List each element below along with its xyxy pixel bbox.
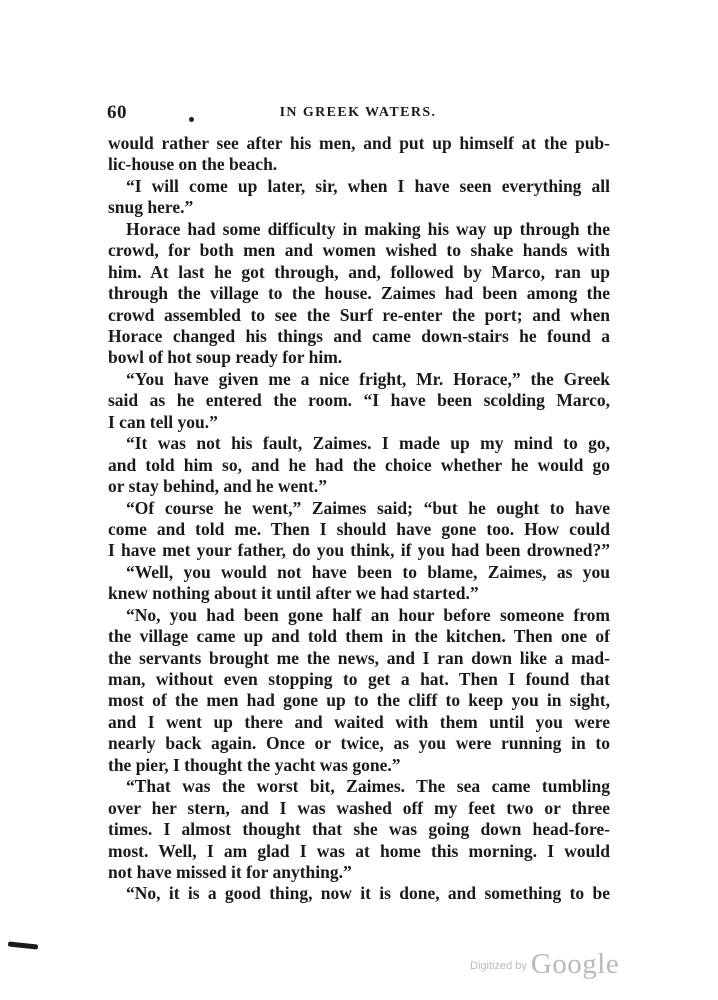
text-line: and told him so, and he had the choice whether he would go <box>108 454 610 475</box>
text-line: Horace changed his things and came down-stairs he found a <box>108 325 610 346</box>
text-line: times. I almost thought that she was going down head-fore- <box>108 819 610 840</box>
text-line: I can tell you.” <box>108 411 218 432</box>
text-line: him. At last he got through, and, followed by Marco, ran up <box>108 261 610 282</box>
page-header <box>107 102 609 126</box>
text-line: “I will come up later, sir, when I have seen everything all <box>126 175 610 196</box>
text-line: “No, it is a good thing, now it is done, and something to be <box>126 883 610 904</box>
text-line: nearly back again. Once or twice, as you were running in to <box>108 733 610 754</box>
text-line: through the village to the house. Zaimes had been among the <box>108 283 610 304</box>
text-line: lic-house on the beach. <box>108 154 278 175</box>
text-line: “That was the worst bit, Zaimes. The sea came tumbling <box>126 776 610 797</box>
text-line: the servants brought me the news, and I ran down like a mad- <box>108 647 610 668</box>
text-line: man, without even stopping to get a hat. Then I found that <box>108 669 610 690</box>
text-line: “It was not his fault, Zaimes. I made up my mind to go, <box>126 433 610 454</box>
margin-ink-mark <box>8 941 38 949</box>
text-line: and I went up there and waited with them until you were <box>108 711 610 732</box>
text-line: the pier, I thought the yacht was gone.” <box>108 754 401 775</box>
text-line: snug here.” <box>108 197 194 218</box>
text-line: most. Well, I am glad I was at home this morning. I would <box>108 840 610 861</box>
page-number: 60 <box>107 102 127 123</box>
text-line: “No, you had been gone half an hour before someone from <box>126 604 610 625</box>
text-line: crowd, for both men and women wished to shake hands with <box>108 240 610 261</box>
text-line: Horace had some difficulty in making his way up through the <box>126 218 610 239</box>
text-line: bowl of hot soup ready for him. <box>108 347 343 368</box>
text-line: not have missed it for anything.” <box>108 861 352 882</box>
running-title: IN GREEK WATERS. <box>279 105 437 120</box>
text-line: “You have given me a nice fright, Mr. Horace,” the Greek <box>126 368 610 389</box>
watermark-prefix: Digitized by <box>470 960 527 972</box>
ink-speck <box>189 117 194 122</box>
text-line: over her stern, and I was washed off my feet two or three <box>108 797 610 818</box>
text-line: the village came up and told them in the kitchen. Then one of <box>108 626 610 647</box>
text-line: “Well, you would not have been to blame, Zaimes, as you <box>126 561 610 582</box>
text-line: would rather see after his men, and put up himself at the pub- <box>108 133 610 153</box>
text-line: or stay behind, and he went.” <box>108 476 327 497</box>
text-line: “Of course he went,” Zaimes said; “but he ought to have <box>126 497 610 518</box>
text-line: knew nothing about it until after we had started.” <box>108 583 479 604</box>
google-logo: Google <box>530 948 620 980</box>
text-line: come and told me. Then I should have gone too. How could <box>108 518 610 539</box>
text-line: said as he entered the room. “I have been scolding Marco, <box>108 390 610 411</box>
digitized-watermark <box>470 948 619 981</box>
body-text <box>108 133 610 905</box>
text-line: crowd assembled to see the Surf re-enter the port; and when <box>108 304 610 325</box>
text-line: I have met your father, do you think, if you had been drowned?” <box>108 540 610 561</box>
text-line: most of the men had gone up to the cliff to keep you in sight, <box>108 690 610 711</box>
